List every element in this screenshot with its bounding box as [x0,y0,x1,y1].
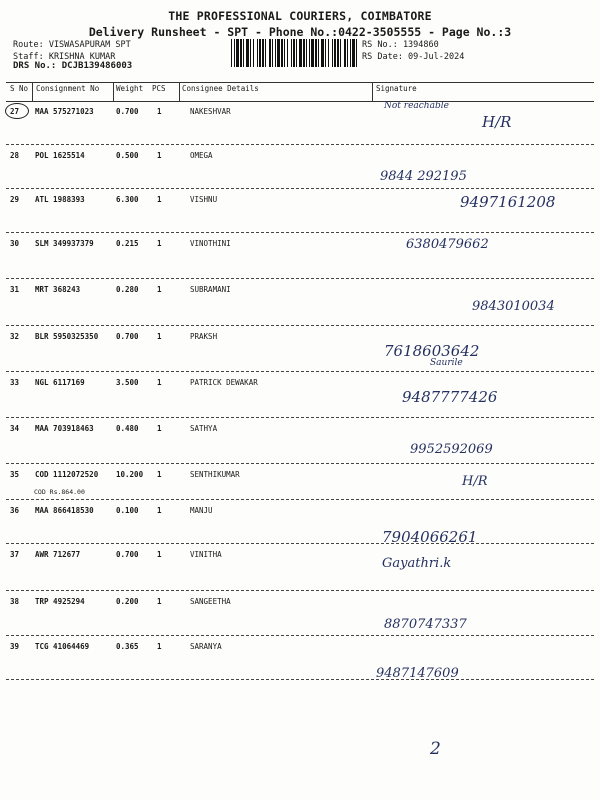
route-label: Route: VISWASAPURAM SPT [13,40,131,50]
pieces-count: 1 [157,239,162,248]
consignment-number: NGL 6117169 [35,378,85,387]
drs-number: DRS No.: DCJB139486003 [13,61,133,71]
row-divider [6,232,594,233]
weight-value: 0.280 [116,285,139,294]
consignment-number: POL 1625514 [35,151,85,160]
consignment-number: COD 1112072520 [35,470,99,479]
serial-number: 33 [10,378,20,387]
pieces-count: 1 [157,151,162,160]
consignee-name: VISHNU [190,195,218,204]
handwritten-signature: H/R [462,474,488,489]
consignment-number: MAA 866418530 [35,506,94,515]
consignment-number: MAA 575271023 [35,107,94,116]
pieces-count: 1 [157,285,162,294]
consignee-name: SENTHIKUMAR [190,470,240,479]
pieces-count: 1 [157,332,162,341]
row-divider [6,371,594,372]
consignee-name: PRAKSH [190,332,218,341]
weight-value: 0.500 [116,151,139,160]
row-divider [6,543,594,544]
consignee-name: MANJU [190,506,213,515]
weight-value: 0.100 [116,506,139,515]
handwritten-phone: 9487777426 [402,388,498,406]
route-staff-block [13,39,131,63]
handwritten-signature: 7618603642 [384,342,480,360]
table-top-rule [6,82,594,83]
row-divider [6,144,594,145]
handwritten-phone: H/R [482,113,512,131]
serial-number: 39 [10,642,20,651]
serial-number: 34 [10,424,20,433]
weight-value: 3.500 [116,378,139,387]
consignee-name: SANGEETHA [190,597,231,606]
col-divider [179,82,180,101]
handwritten-phone: 8870747337 [384,617,467,632]
pieces-count: 1 [157,597,162,606]
handwritten-phone: 9843010034 [472,299,555,314]
row-divider [6,679,594,680]
handwritten-phone: 9844 292195 [380,169,467,184]
consignee-name: SARANYA [190,642,222,651]
row-divider [6,635,594,636]
serial-number: 38 [10,597,20,606]
pieces-count: 1 [157,378,162,387]
weight-value: 6.300 [116,195,139,204]
row-divider [6,278,594,279]
runsheet-subtitle: Delivery Runsheet - SPT - Phone No.:0422-3505555 - Page No.:3 [88,25,512,39]
serial-number: 27 [10,107,20,116]
pieces-count: 1 [157,424,162,433]
col-signature-header: Signature [376,84,417,93]
pieces-count: 1 [157,470,162,479]
serial-number: 36 [10,506,20,515]
consignee-name: VINITHA [190,550,222,559]
consignee-name: SATHYA [190,424,218,433]
weight-value: 10.200 [116,470,144,479]
row-divider [6,417,594,418]
consignment-number: MRT 368243 [35,285,81,294]
company-title: THE PROFESSIONAL COURIERS, COIMBATORE [168,9,432,23]
consignment-number: AWR 712677 [35,550,81,559]
rs-date: RS Date: 09-Jul-2024 [362,52,465,62]
weight-value: 0.700 [116,550,139,559]
consignee-name: NAKESHVAR [190,107,231,116]
staff-label: Staff: KRISHNA KUMAR [13,52,116,62]
page-mark: 2 [430,739,441,759]
serial-number: 37 [10,550,20,559]
consignee-name: OMEGA [190,151,213,160]
weight-value: 0.700 [116,332,139,341]
col-consignee-header: Consignee Details [182,84,259,93]
barcode-image [231,39,357,67]
weight-value: 0.480 [116,424,139,433]
col-consignment-header: Consignment No [36,84,100,93]
consignment-number: MAA 703918463 [35,424,94,433]
row-divider [6,188,594,189]
handwritten-signature: Not reachable [384,101,449,111]
pieces-count: 1 [157,195,162,204]
row-divider [6,499,594,500]
rs-block [362,39,464,63]
pieces-count: 1 [157,550,162,559]
col-divider [372,82,373,101]
handwritten-phone: 7904066261 [382,528,478,546]
serial-number: 28 [10,151,20,160]
serial-number: 30 [10,239,20,248]
handwritten-signature: 6380479662 [406,237,489,252]
consignment-number: TRP 4925294 [35,597,85,606]
col-divider [32,82,33,101]
hand-drawn-circle [5,103,29,119]
weight-value: 0.215 [116,239,139,248]
col-sno-header: S No [10,84,29,93]
handwritten-phone: Saurile [430,358,463,368]
weight-value: 0.700 [116,107,139,116]
serial-number: 29 [10,195,20,204]
row-divider [6,590,594,591]
pieces-count: 1 [157,642,162,651]
weight-value: 0.365 [116,642,139,651]
table-header-rule [6,101,594,102]
pieces-count: 1 [157,506,162,515]
serial-number: 31 [10,285,20,294]
handwritten-signature: Gayathri.k [382,556,452,571]
rs-number: RS No.: 1394860 [362,40,439,50]
pieces-count: 1 [157,107,162,116]
consignment-number: SLM 349937379 [35,239,94,248]
consignment-number: BLR 5950325350 [35,332,99,341]
col-divider [113,82,114,101]
serial-number: 32 [10,332,20,341]
consignee-name: PATRICK DEWAKAR [190,378,258,387]
col-pcs-header: PCS [152,84,166,93]
cod-amount: COD Rs.864.00 [34,488,85,496]
row-divider [6,463,594,464]
serial-number: 35 [10,470,20,479]
consignee-name: VINOTHINI [190,239,231,248]
handwritten-phone: 9487147609 [376,666,459,681]
consignee-name: SUBRAMANI [190,285,231,294]
consignment-number: ATL 1988393 [35,195,85,204]
weight-value: 0.200 [116,597,139,606]
col-weight-header: Weight [116,84,144,93]
row-divider [6,325,594,326]
handwritten-phone: 9497161208 [460,193,556,211]
handwritten-phone: 9952592069 [410,442,493,457]
consignment-number: TCG 41064469 [35,642,90,651]
